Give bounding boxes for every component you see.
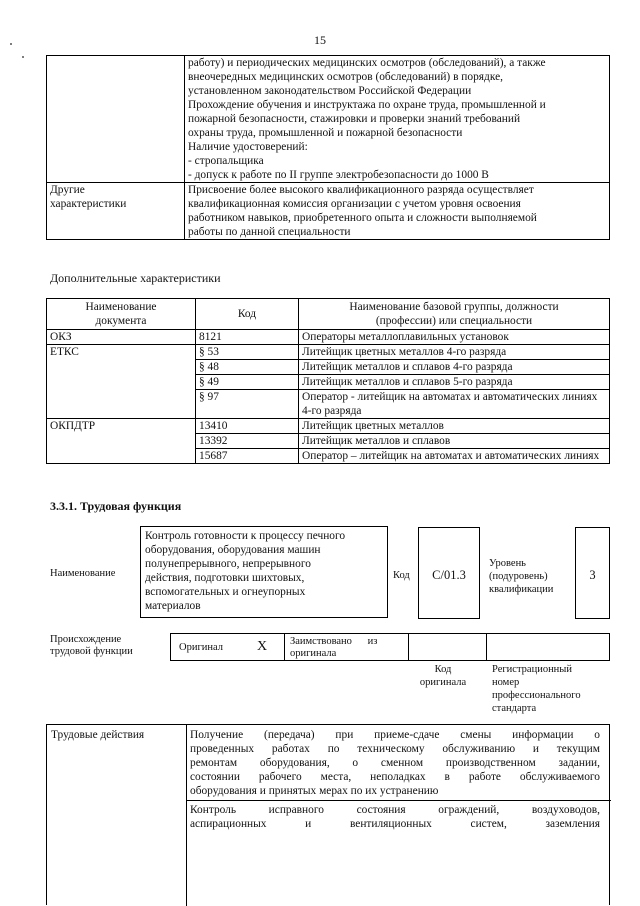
text-line: проведенных работах по техническому обслуживанию и текущим bbox=[190, 743, 600, 755]
header-line: (профессии) или специальности bbox=[375, 315, 533, 327]
continuation-table bbox=[46, 55, 610, 240]
level-label bbox=[489, 557, 553, 596]
origin-table bbox=[170, 633, 610, 661]
code-cell: 13410 bbox=[196, 419, 299, 434]
name-cell: Литейщик металлов и сплавов 4-го разряда bbox=[299, 360, 610, 375]
text-line: профессионального bbox=[492, 690, 581, 701]
origin-code-caption bbox=[413, 663, 473, 689]
row-label: Другие bbox=[50, 184, 85, 196]
text-line: Уровень bbox=[489, 558, 526, 569]
borrowed-label bbox=[290, 636, 377, 660]
original-label: Оригинал bbox=[179, 642, 223, 653]
name-cell: Оператор – литейщик на автоматах и автоматических линиях bbox=[299, 449, 610, 464]
text-line: Контроль готовности к процессу печного bbox=[145, 530, 346, 542]
text-line: Контроль исправного состояния ограждений, воздуховодов, bbox=[190, 804, 600, 816]
text-line: Заимствовано из bbox=[290, 636, 378, 647]
reg-number-caption bbox=[492, 663, 581, 715]
text-line: состоянии рабочего места, неполадках в работе обслуживаемого bbox=[190, 771, 600, 783]
label-cell bbox=[47, 56, 185, 183]
code-label: Код bbox=[393, 570, 410, 581]
text-line: работником навыков, приобретенного опыта и сложности выполняемой bbox=[188, 212, 537, 224]
text-line: Наличие удостоверений: bbox=[188, 141, 308, 153]
code-cell: § 53 bbox=[196, 345, 299, 360]
text-line: номер bbox=[492, 677, 520, 688]
text-line: стандарта bbox=[492, 703, 537, 714]
value-cell bbox=[185, 56, 610, 183]
action-item bbox=[190, 803, 600, 831]
code-box bbox=[418, 527, 480, 619]
additional-characteristics-table bbox=[46, 298, 610, 464]
text-line: вспомогательных и огнеупорных bbox=[145, 586, 306, 598]
doc-cell: ОКПДТР bbox=[47, 419, 196, 464]
table-row bbox=[47, 330, 610, 345]
function-code: C/01.3 bbox=[432, 568, 466, 582]
scan-speck bbox=[10, 43, 12, 45]
code-cell: 15687 bbox=[196, 449, 299, 464]
text-line: оборудования и принятых мерах по их устранению bbox=[190, 785, 439, 797]
text-line: работы по данной специальности bbox=[188, 226, 351, 238]
code-cell: 8121 bbox=[196, 330, 299, 345]
text-line: установленном законодательством Российской Федерации bbox=[188, 85, 472, 97]
divider bbox=[486, 634, 487, 660]
text-line: действия, подготовки шихтовых, bbox=[145, 572, 305, 584]
text-line: - допуск к работе по II группе электробезопасности до 1000 В bbox=[188, 169, 489, 181]
name-cell: Литейщик металлов и сплавов 5-го разряда bbox=[299, 375, 610, 390]
text-line: ремонтам оборудования, о сменном производственном задании, bbox=[190, 757, 600, 769]
text-line: квалификационная комиссия организации с учетом уровня освоения bbox=[188, 198, 521, 210]
text-line: внеочередных медицинских осмотров (обследований) в порядке, bbox=[188, 71, 503, 83]
name-cell: Литейщик цветных металлов 4-го разряда bbox=[299, 345, 610, 360]
text-line: работу) и периодических медицинских осмотров (обследований), а также bbox=[188, 57, 546, 69]
text-line: Код bbox=[434, 664, 452, 675]
table-row bbox=[47, 419, 610, 434]
doc-cell: ЕТКС bbox=[47, 345, 196, 419]
text-line: (подуровень) bbox=[489, 571, 548, 582]
code-cell: § 48 bbox=[196, 360, 299, 375]
code-cell: § 97 bbox=[196, 390, 299, 419]
text-line: охраны труда, промышленной и пожарной безопасности bbox=[188, 127, 463, 139]
text-line: пожарной безопасности, стажировки и проверки знаний требований bbox=[188, 113, 521, 125]
label-cell bbox=[47, 183, 185, 240]
text-line: квалификации bbox=[489, 584, 554, 595]
section-heading: Дополнительные характеристики bbox=[50, 271, 221, 285]
divider bbox=[408, 634, 409, 660]
column-header-code: Код bbox=[196, 299, 299, 330]
doc-cell: ОКЗ bbox=[47, 330, 196, 345]
section-heading: 3.3.1. Трудовая функция bbox=[50, 499, 182, 513]
code-cell: 13392 bbox=[196, 434, 299, 449]
text-line: оборудования, оборудования машин bbox=[145, 544, 321, 556]
text-line: оригинала bbox=[290, 648, 337, 659]
table-row bbox=[47, 345, 610, 360]
function-name-box bbox=[140, 526, 388, 618]
text-line: Прохождение обучения и инструктажа по охране труда, промышленной и bbox=[188, 99, 546, 111]
column-header-name bbox=[299, 299, 610, 330]
text-line: полунепрерывного, непрерывного bbox=[145, 558, 311, 570]
labor-actions-label: Трудовые действия bbox=[51, 729, 145, 741]
original-mark: X bbox=[257, 639, 268, 654]
text-line: Получение (передача) при приеме-сдаче смены информации о bbox=[190, 729, 600, 741]
name-cell: Операторы металлоплавильных установок bbox=[299, 330, 610, 345]
table-row bbox=[47, 56, 610, 183]
header-line: Наименование базовой группы, должности bbox=[349, 301, 559, 313]
origin-label bbox=[50, 634, 133, 658]
text-line: Присвоение более высокого квалификационного разряда осуществляет bbox=[188, 184, 534, 196]
divider bbox=[284, 634, 285, 660]
divider bbox=[186, 725, 187, 906]
name-cell: Литейщик цветных металлов bbox=[299, 419, 610, 434]
header-line: Наименование bbox=[85, 301, 157, 313]
text-line: Происхождение bbox=[50, 634, 122, 645]
level-box bbox=[575, 527, 610, 619]
name-label: Наименование bbox=[50, 568, 116, 579]
text-line: - стропальщика bbox=[188, 155, 264, 167]
column-header-document bbox=[47, 299, 196, 330]
table-row bbox=[47, 183, 610, 240]
name-cell: Оператор - литейщик на автоматах и автоматических линиях 4-го разряда bbox=[299, 390, 610, 419]
name-cell: Литейщик металлов и сплавов bbox=[299, 434, 610, 449]
text-line: Регистрационный bbox=[492, 664, 572, 675]
table-header-row bbox=[47, 299, 610, 330]
text-line: трудовой функции bbox=[50, 646, 133, 657]
text-line: материалов bbox=[145, 600, 201, 612]
text-line: оригинала bbox=[419, 677, 467, 688]
code-cell: § 49 bbox=[196, 375, 299, 390]
row-label: характеристики bbox=[50, 198, 127, 210]
labor-actions-table bbox=[46, 724, 610, 905]
page-number: 15 bbox=[314, 33, 326, 47]
header-line: документа bbox=[95, 315, 147, 327]
qualification-level: 3 bbox=[589, 568, 596, 582]
divider bbox=[186, 800, 611, 801]
value-cell bbox=[185, 183, 610, 240]
action-item bbox=[190, 728, 600, 798]
scan-speck bbox=[22, 56, 24, 58]
text-line: аспирационных и вентиляционных систем, заземления bbox=[190, 818, 600, 830]
